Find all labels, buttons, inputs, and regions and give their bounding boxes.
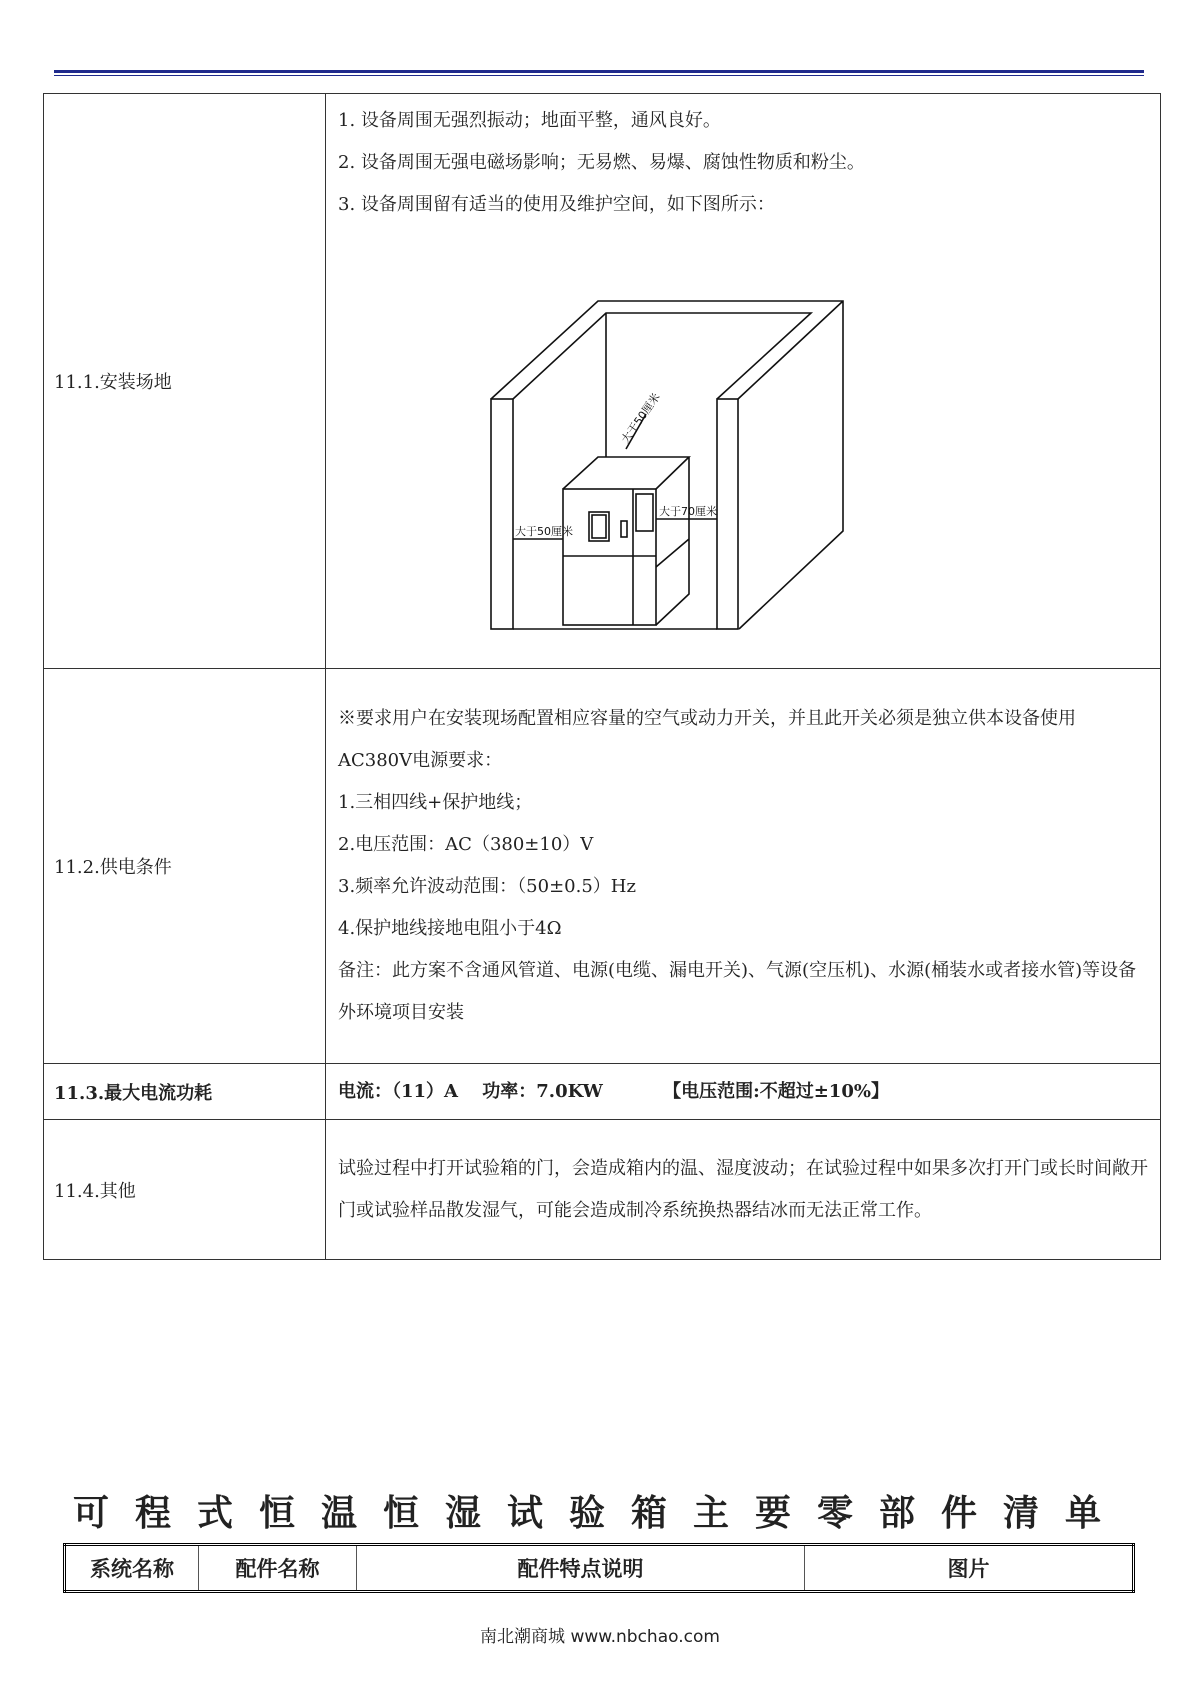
- row-key: 11.2.供电条件: [44, 669, 326, 1064]
- column-header: 配件特点说明: [357, 1545, 805, 1592]
- list-item: 2. 设备周围无强电磁场影响；无易燃、易爆、腐蚀性物质和粉尘。: [338, 152, 865, 173]
- table-row: [44, 1120, 1161, 1260]
- clearance-back-label: 大于50厘米: [618, 390, 663, 446]
- list-item: 1. 设备周围无强烈振动；地面平整，通风良好。: [338, 110, 721, 131]
- table-row: [44, 94, 1161, 669]
- header-rule-thin: [54, 75, 1144, 76]
- row-value: 试验过程中打开试验箱的门，会造成箱内的温、湿度波动；在试验过程中如果多次打开门或长时间敞开门或试验样品散发湿气，可能会造成制冷系统换热器结冰而无法正常工作。: [326, 1120, 1161, 1260]
- column-header: 图片: [805, 1545, 1134, 1592]
- table-row: [44, 1064, 1161, 1120]
- list-item: 4.保护地线接地电阻小于4Ω: [338, 918, 562, 939]
- list-item: 3.频率允许波动范围：（50±0.5）Hz: [338, 876, 636, 897]
- list-item: AC380V电源要求：: [338, 750, 503, 771]
- column-header: 配件名称: [199, 1545, 357, 1592]
- table-row: [44, 669, 1161, 1064]
- row-key: 11.4.其他: [44, 1120, 326, 1260]
- spec-table: [43, 93, 1161, 1260]
- list-item: 1.三相四线+保护地线；: [338, 792, 533, 813]
- footer-text: 南北潮商城 www.nbchao.com: [480, 1627, 720, 1647]
- list-item: 备注：此方案不含通风管道、电源(电缆、漏电开关)、气源(空压机)、水源(桶装水或者接水管)等设备外环境项目安装: [338, 960, 1137, 1023]
- header-rule: [54, 70, 1144, 73]
- row-key: 11.1.安装场地: [44, 94, 326, 669]
- clearance-left-label: 大于50厘米: [515, 525, 573, 538]
- list-item: ※要求用户在安装现场配置相应容量的空气或动力开关，并且此开关必须是独立供本设备使用: [338, 708, 1076, 729]
- row-value: 电流：（11）A 功率：7.0KW 【电压范围:不超过±10%】: [326, 1064, 1161, 1120]
- clearance-right-label: 大于70厘米: [659, 505, 717, 518]
- column-header: 系统名称: [65, 1545, 199, 1592]
- parts-list-title: 可程式恒温恒湿试验箱主要零部件清单: [72, 1493, 1127, 1534]
- row-key: 11.3.最大电流功耗: [44, 1064, 326, 1120]
- list-item: 3. 设备周围留有适当的使用及维护空间，如下图所示：: [338, 194, 775, 215]
- installation-diagram: [451, 249, 901, 649]
- parts-table: [63, 1543, 1135, 1593]
- list-item: 2.电压范围：AC（380±10）V: [338, 834, 594, 855]
